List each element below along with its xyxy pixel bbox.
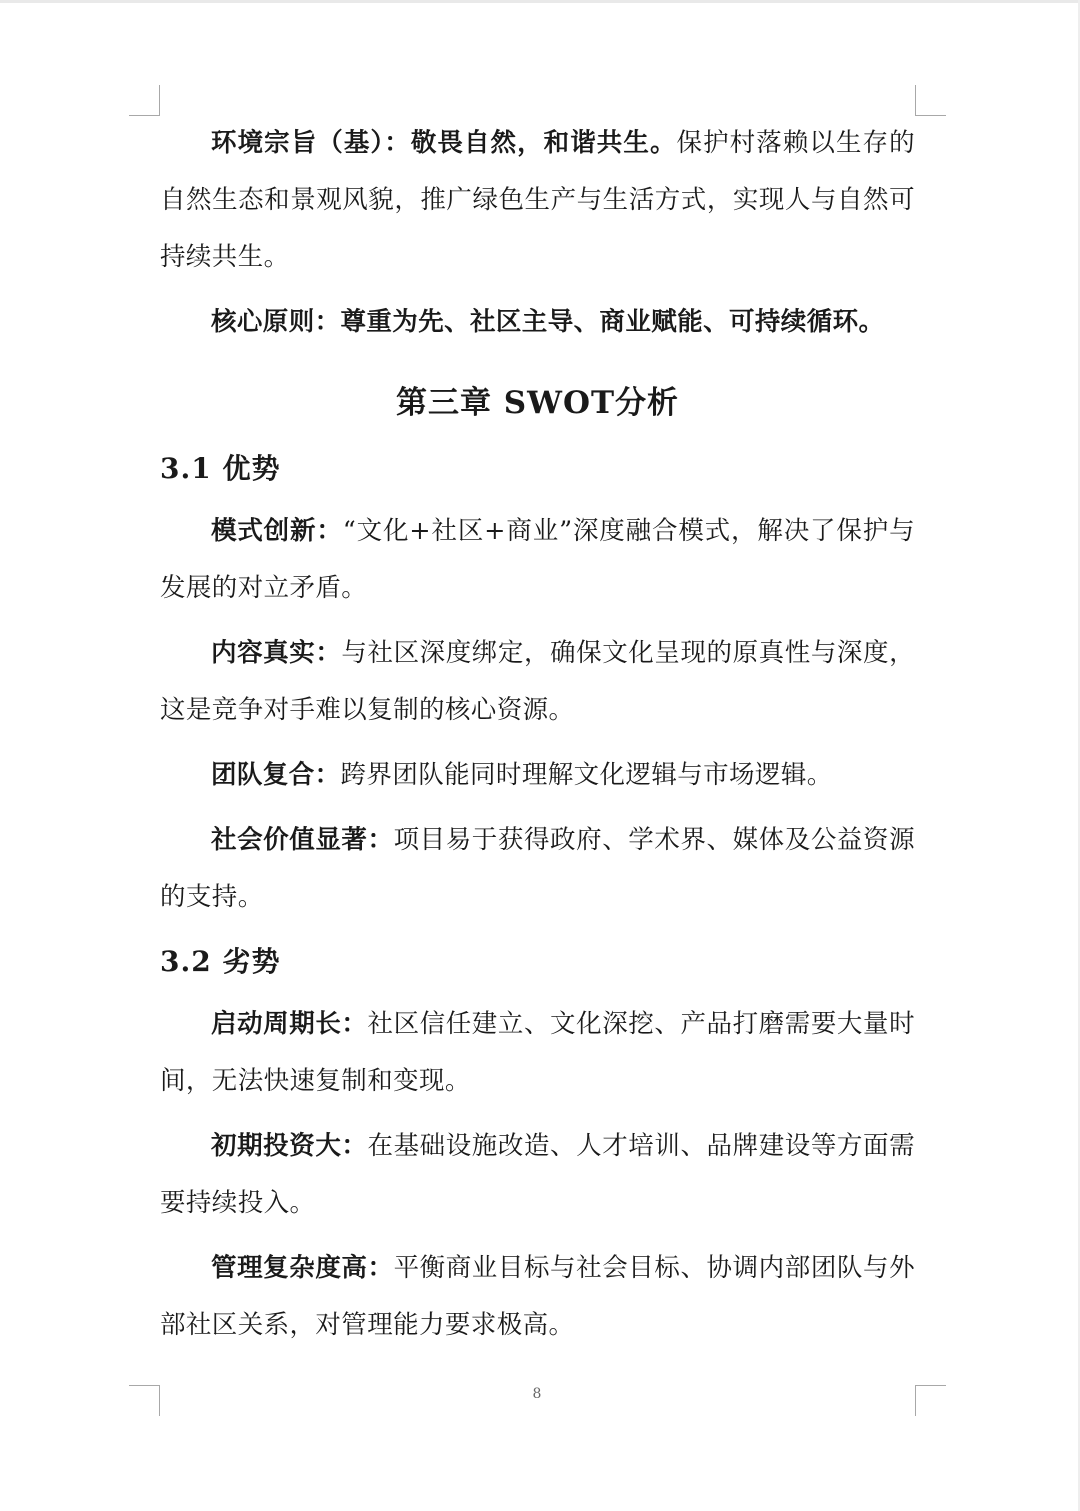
paragraph-lead: 模式创新：: [211, 516, 343, 546]
paragraph-text: 平衡商业目标与社会目标、协调内部团队与外部社区关系，对管理能力要求极高。: [160, 1253, 915, 1340]
paragraph-environment[interactable]: [160, 115, 915, 286]
paragraph-text: 社区信任建立、文化深挖、产品打磨需要大量时间，无法快速复制和变现。: [160, 1009, 915, 1096]
paragraph-text: 项目易于获得政府、学术界、媒体及公益资源的支持。: [160, 825, 915, 912]
paragraph-lead: 启动周期长：: [211, 1009, 368, 1039]
paragraph-text: 在基础设施改造、人才培训、品牌建设等方面需要持续投入。: [160, 1131, 915, 1218]
page-number: 8: [532, 1386, 542, 1402]
paragraph-model-innovation[interactable]: [160, 503, 915, 617]
margin-corner-top-left: [129, 85, 160, 116]
chapter-title: 第三章 SWOT分析: [395, 385, 680, 421]
paragraph-lead: 环境宗旨（基）：敬畏自然，和谐共生。: [211, 128, 677, 158]
paragraph-lead: 社会价值显著：: [211, 825, 394, 855]
paragraph-text: “文化+社区+商业”深度融合模式，解决了保护与发展的对立矛盾。: [160, 516, 915, 603]
paragraph-lead: 管理复杂度高：: [211, 1253, 394, 1283]
paragraph-large-investment[interactable]: [160, 1118, 915, 1232]
paragraph-text: 与社区深度绑定，确保文化呈现的原真性与深度，这是竞争对手难以复制的核心资源。: [160, 638, 915, 725]
paragraph-team[interactable]: [160, 747, 915, 804]
margin-corner-top-right: [915, 85, 946, 116]
paragraph-authentic-content[interactable]: [160, 625, 915, 739]
paragraph-lead: 初期投资大：: [211, 1131, 368, 1161]
paragraph-lead: 团队复合：: [211, 760, 341, 790]
paragraph-lead: 内容真实：: [211, 638, 342, 668]
document-body[interactable]: [160, 115, 915, 1354]
paragraph-long-startup[interactable]: [160, 996, 915, 1110]
paragraph-management-complexity[interactable]: [160, 1240, 915, 1354]
paragraph-text: 跨界团队能同时理解文化逻辑与市场逻辑。: [340, 760, 833, 790]
section-heading-strengths: 3.1 优势: [160, 452, 281, 485]
paragraph-core-principles[interactable]: [160, 294, 915, 351]
paragraph-lead: 核心原则：尊重为先、社区主导、商业赋能、可持续循环。: [211, 307, 885, 337]
paragraph-text: 保护村落赖以生存的自然生态和景观风貌，推广绿色生产与生活方式，实现人与自然可持续共生。: [160, 128, 915, 272]
window-top-strip: [0, 0, 1080, 3]
paragraph-social-value[interactable]: [160, 812, 915, 926]
section-heading-weaknesses: 3.2 劣势: [160, 945, 281, 978]
